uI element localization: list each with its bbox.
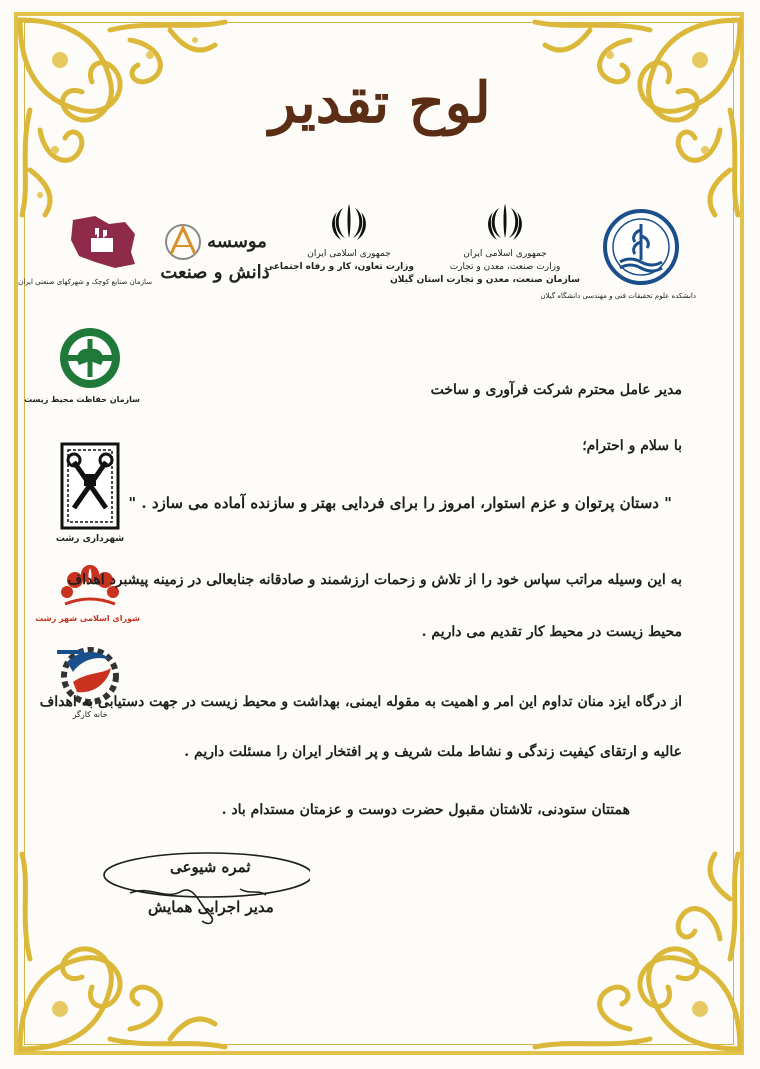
environment-emblem-icon <box>57 325 123 391</box>
institute-line1: موسسه <box>207 231 267 252</box>
ministry-labor-line1: جمهوری اسلامی ایران <box>307 249 391 259</box>
paragraph1-line2: محیط زیست در محیط کار تقدیم می داریم . <box>421 624 682 640</box>
iran-emblem-icon <box>327 200 371 244</box>
ministry-industry-line3: سازمان صنعت، معدن و تجارت استان گیلان <box>390 275 580 285</box>
industrial-parks-caption: سازمان صنایع کوچک و شهرکهای صنعتی ایران <box>18 278 152 286</box>
signatory-title: مدیر اجرایی همایش <box>148 898 274 916</box>
iran-emblem-icon <box>483 200 527 244</box>
paragraph2-line2: عالیه و ارتقای کیفیت زندگی و نشاط ملت شریف و پر افتخار ایران را مسئلت داریم . <box>184 744 682 760</box>
city-council-caption: شورای اسلامی شهر رشت <box>35 614 140 623</box>
university-logo <box>540 208 696 303</box>
certificate-title: لوح تقدیر <box>269 70 491 136</box>
closing-line: همتتان ستودنی، تلاشتان مقبول حضرت دوست و عزمتان مستدام باد . <box>221 802 630 818</box>
iran-map-factory-icon <box>65 212 139 272</box>
environment-logo <box>24 325 140 404</box>
health-caption: خانه کارگر <box>72 710 108 719</box>
ornament-bottom-right <box>520 849 760 1069</box>
institute-line2: دانش و صنعت <box>160 262 270 283</box>
institute-emblem-icon <box>163 222 203 262</box>
university-emblem-icon <box>602 208 680 286</box>
university-caption: دانشکده علوم تحقیقات فنی و مهندسی دانشگاه گیلان <box>540 292 696 300</box>
municipality-logo <box>40 442 140 544</box>
ministry-labor-logo <box>264 200 414 274</box>
municipality-emblem-icon <box>60 442 120 530</box>
ministry-industry-line1: جمهوری اسلامی ایران <box>463 249 547 259</box>
paragraph1-line1: به این وسیله مراتب سپاس خود را از تلاش و زحمات ارزشمند و صادقانه جنابعالی در زمینه پیشبرد اهداف <box>67 572 682 588</box>
municipality-caption: شهرداری رشت <box>55 534 125 544</box>
quote-line: " دستان پرتوان و عزم استوار، امروز را برای فردایی بهتر و سازنده آماده می سازد . " <box>128 494 672 512</box>
ministry-labor-line2: وزارت تعاون، کار و رفاه اجتماعی <box>264 262 414 272</box>
greeting-line: با سلام و احترام؛ <box>582 438 682 454</box>
institute-logo <box>160 222 270 284</box>
signatory-name: ثمره شیوعی <box>170 858 251 876</box>
recipient-line: مدیر عامل محترم شرکت فرآوری و ساخت <box>430 382 682 398</box>
ministry-industry-logo <box>390 200 580 287</box>
city-council-logo <box>35 560 140 623</box>
environment-caption: سازمان حفاظت محیط زیست <box>24 395 140 404</box>
paragraph2-line1: از درگاه ایزد منان تداوم این امر و اهمیت به مقوله ایمنی، بهداشت و محیط زیست در جهت دستیابی به اهداف <box>39 694 682 710</box>
industrial-parks-logo <box>18 212 152 289</box>
ministry-industry-line2: وزارت صنعت، معدن و تجارت <box>449 262 561 272</box>
